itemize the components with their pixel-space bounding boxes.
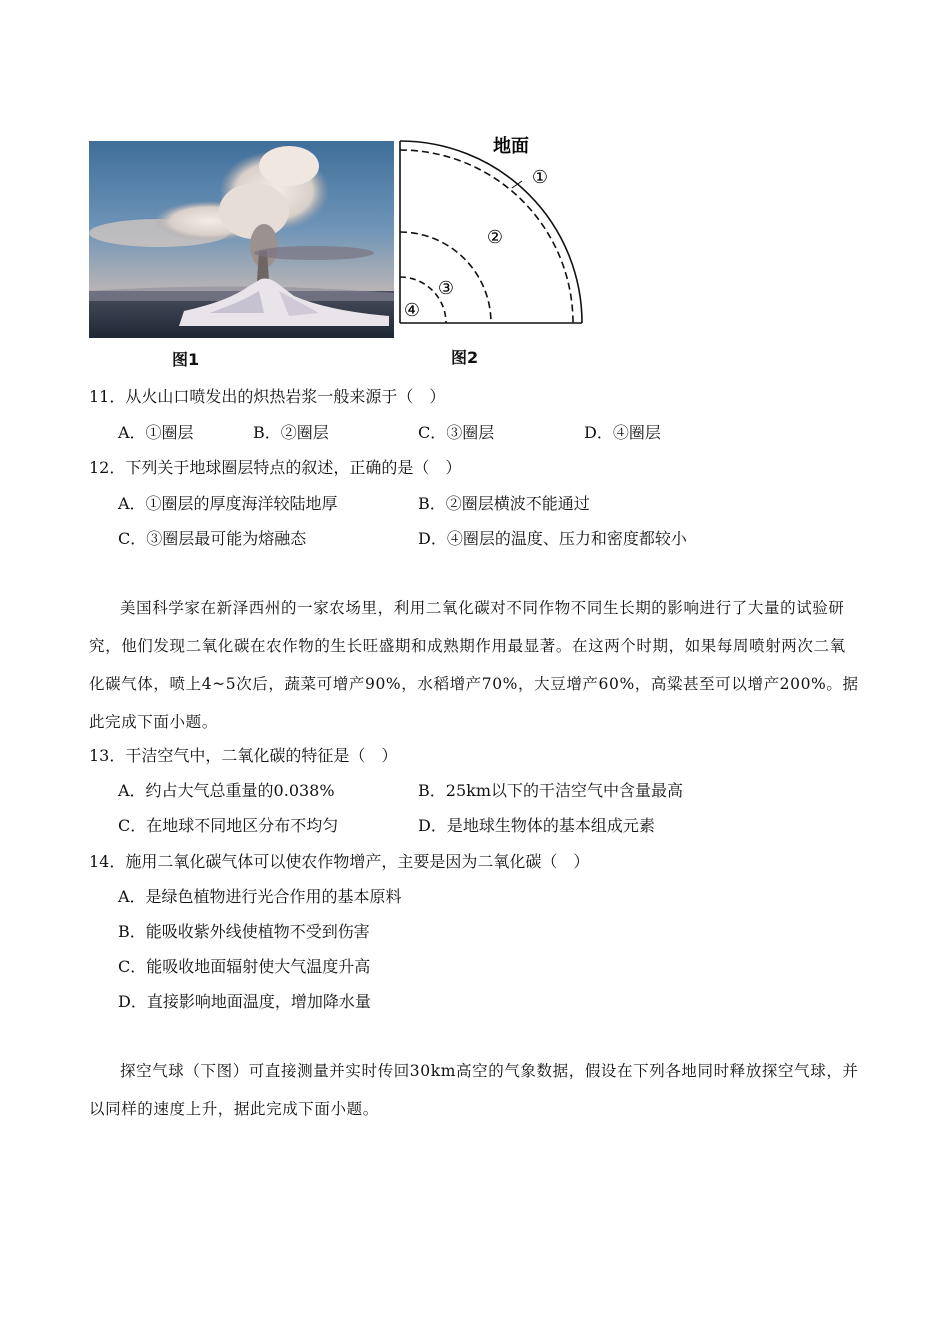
q11-option-b: B．②圈层 [253, 423, 329, 442]
surface-label: 地面 [493, 136, 529, 157]
earth-layers-diagram [395, 132, 585, 332]
q11-option-c: C．③圈层 [418, 423, 495, 442]
q13-option-a: A．约占大气总重量的0.038% [118, 781, 335, 800]
q12-option-a: A．①圈层的厚度海洋较陆地厚 [118, 494, 338, 513]
passage-co2-experiment: 美国科学家在新泽西州的一家农场里，利用二氧化碳对不同作物不同生长期的影响进行了大量的试验研究，他们发现二氧化碳在农作物的生长旺盛期和成熟期作用最显著。在这两个时期，如果每周喷射两次二氧化碳气体，喷上4~5次后，蔬菜可增产90%，水稻增产70%，大豆增产60%，高粱甚至可以增产200%。据此完成下面小题。 [89, 599, 859, 731]
layer-label-4: ④ [403, 300, 421, 321]
layer-label-2: ② [486, 227, 504, 248]
question-14-stem: 14．施用二氧化碳气体可以使农作物增产，主要是因为二氧化碳（ ） [89, 852, 590, 871]
volcano-photo [89, 141, 394, 338]
q14-option-d: D．直接影响地面温度，增加降水量 [118, 992, 371, 1011]
layer-label-1: ① [531, 167, 549, 188]
layer-label-3: ③ [437, 278, 455, 299]
q11-option-a: A．①圈层 [118, 423, 194, 442]
q12-option-b: B．②圈层横波不能通过 [418, 494, 590, 513]
q14-option-c: C．能吸收地面辐射使大气温度升高 [118, 957, 371, 976]
question-11-stem: 11．从火山口喷发出的炽热岩浆一般来源于（ ） [89, 387, 446, 406]
figure2-caption: 图2 [451, 348, 479, 367]
q12-option-c: C．③圈层最可能为熔融态 [118, 529, 307, 548]
q14-option-a: A．是绿色植物进行光合作用的基本原料 [118, 887, 402, 906]
figure1-caption: 图1 [172, 350, 200, 369]
question-12-stem: 12．下列关于地球圈层特点的叙述，正确的是（ ） [89, 458, 462, 477]
q12-option-d: D．④圈层的温度、压力和密度都较小 [418, 529, 687, 548]
question-13-stem: 13．干洁空气中，二氧化碳的特征是（ ） [89, 746, 398, 765]
q13-option-c: C．在地球不同地区分布不均匀 [118, 816, 339, 835]
q13-option-b: B．25km以下的干洁空气中含量最高 [418, 781, 683, 800]
q13-option-d: D．是地球生物体的基本组成元素 [418, 816, 655, 835]
q14-option-b: B．能吸收紫外线使植物不受到伤害 [118, 922, 370, 941]
q11-option-d: D．④圈层 [584, 423, 661, 442]
passage-sounding-balloon: 探空气球（下图）可直接测量并实时传回30km高空的气象数据，假设在下列各地同时释放探空气球，并以同样的速度上升，据此完成下面小题。 [89, 1062, 859, 1118]
